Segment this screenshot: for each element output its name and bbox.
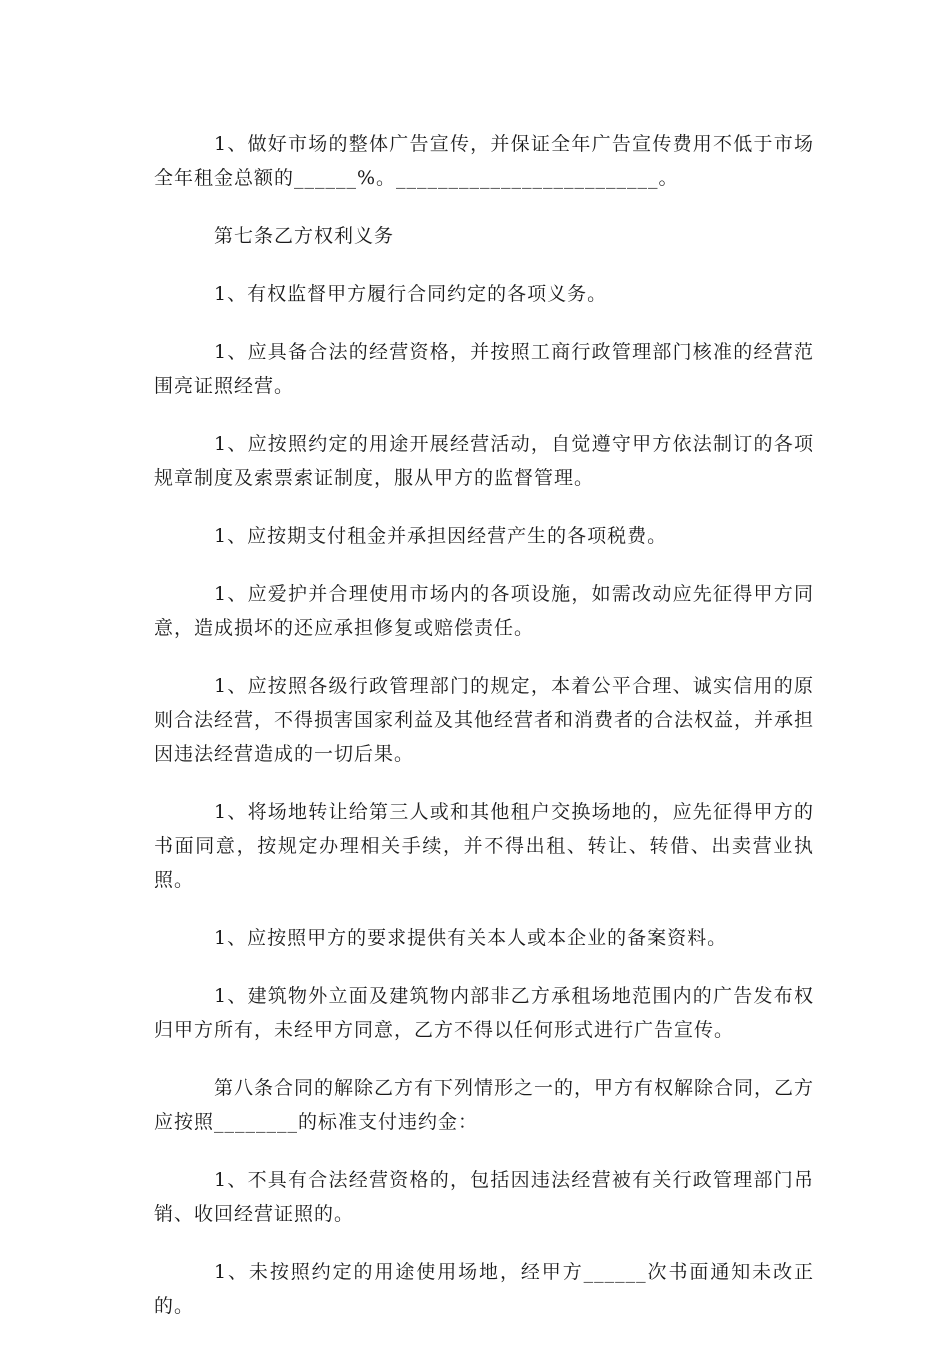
paragraph-usage: 1、应按照约定的用途开展经营活动，自觉遵守甲方依法制订的各项规章制度及索票索证制度，服从甲方的监督管理。 — [154, 433, 814, 489]
document-body — [154, 127, 814, 1347]
paragraph-lawful-operation: 1、应按照各级行政管理部门的规定，本着公平合理、诚实信用的原则合法经营，不得损害国家利益及其他经营者和消费者的合法权益，并承担因违法经营造成的一切后果。 — [154, 675, 815, 765]
paragraph-no-qualification: 1、不具有合法经营资格的，包括因违法经营被有关行政管理部门吊销、收回经营证照的。 — [154, 1169, 814, 1225]
paragraph-misuse: 1、未按照约定的用途使用场地，经甲方______次书面通知未改正的。 — [154, 1261, 814, 1317]
paragraph-filing: 1、应按照甲方的要求提供有关本人或本企业的备案资料。 — [214, 927, 728, 949]
paragraph-transfer: 1、将场地转让给第三人或和其他租户交换场地的，应先征得甲方的书面同意，按规定办理相关手续，并不得出租、转让、转借、出卖营业执照。 — [154, 801, 814, 891]
paragraph-facilities: 1、应爱护并合理使用市场内的各项设施，如需改动应先征得甲方同意，造成损坏的还应承担修复或赔偿责任。 — [154, 583, 814, 639]
paragraph-ad-rights: 1、建筑物外立面及建筑物内部非乙方承租场地范围内的广告发布权归甲方所有，未经甲方同意，乙方不得以任何形式进行广告宣传。 — [154, 985, 814, 1041]
article-7-heading: 第七条乙方权利义务 — [214, 225, 395, 247]
paragraph-qualification: 1、应具备合法的经营资格，并按照工商行政管理部门核准的经营范围亮证照经营。 — [154, 341, 814, 397]
paragraph-advertising: 1、做好市场的整体广告宣传，并保证全年广告宣传费用不低于市场全年租金总额的______%。_________________________。 — [154, 133, 814, 189]
article-8-heading: 第八条合同的解除乙方有下列情形之一的，甲方有权解除合同，乙方应按照________的标准支付违约金： — [154, 1077, 815, 1133]
paragraph-supervise: 1、有权监督甲方履行合同约定的各项义务。 — [214, 283, 608, 305]
paragraph-rent-taxes: 1、应按期支付租金并承担因经营产生的各项税费。 — [214, 525, 668, 547]
